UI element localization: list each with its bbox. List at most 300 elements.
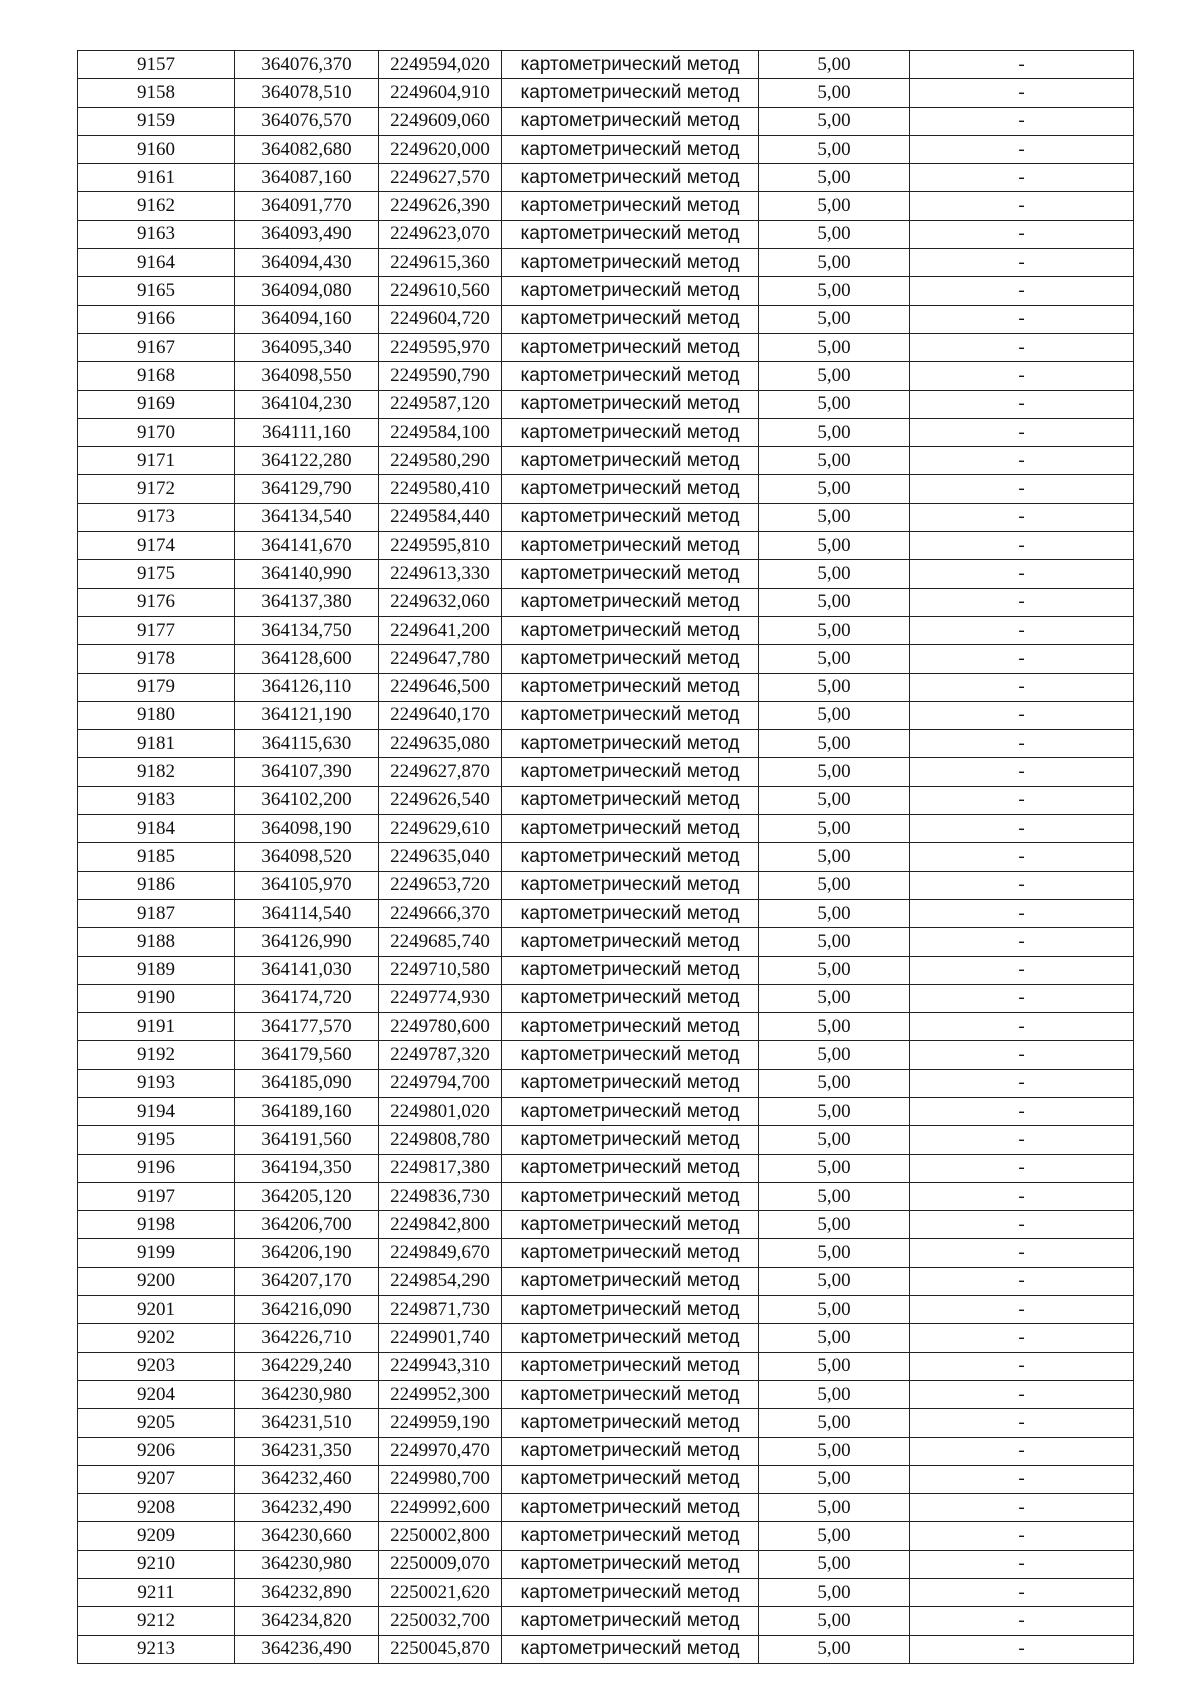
note-cell: - bbox=[910, 164, 1134, 192]
y-coordinate-cell: 2249646,500 bbox=[379, 673, 502, 701]
note-cell: - bbox=[910, 249, 1134, 277]
y-coordinate-cell: 2249627,870 bbox=[379, 758, 502, 786]
accuracy-cell: 5,00 bbox=[759, 1126, 910, 1154]
x-coordinate-cell: 364093,490 bbox=[235, 220, 379, 248]
accuracy-cell: 5,00 bbox=[759, 164, 910, 192]
accuracy-cell: 5,00 bbox=[759, 730, 910, 758]
accuracy-cell: 5,00 bbox=[759, 1154, 910, 1182]
point-number-cell: 9210 bbox=[78, 1550, 235, 1578]
note-cell: - bbox=[910, 277, 1134, 305]
accuracy-cell: 5,00 bbox=[759, 560, 910, 588]
note-cell: - bbox=[910, 1154, 1134, 1182]
point-number-cell: 9196 bbox=[78, 1154, 235, 1182]
x-coordinate-cell: 364191,560 bbox=[235, 1126, 379, 1154]
x-coordinate-cell: 364107,390 bbox=[235, 758, 379, 786]
accuracy-cell: 5,00 bbox=[759, 1550, 910, 1578]
point-number-cell: 9157 bbox=[78, 51, 235, 79]
method-cell: картометрический метод bbox=[502, 1239, 759, 1267]
method-cell: картометрический метод bbox=[502, 701, 759, 729]
accuracy-cell: 5,00 bbox=[759, 447, 910, 475]
x-coordinate-cell: 364194,350 bbox=[235, 1154, 379, 1182]
note-cell: - bbox=[910, 730, 1134, 758]
y-coordinate-cell: 2249632,060 bbox=[379, 588, 502, 616]
y-coordinate-cell: 2250002,800 bbox=[379, 1522, 502, 1550]
point-number-cell: 9204 bbox=[78, 1380, 235, 1408]
x-coordinate-cell: 364134,750 bbox=[235, 616, 379, 644]
x-coordinate-cell: 364230,980 bbox=[235, 1380, 379, 1408]
y-coordinate-cell: 2249970,470 bbox=[379, 1437, 502, 1465]
x-coordinate-cell: 364216,090 bbox=[235, 1296, 379, 1324]
y-coordinate-cell: 2249641,200 bbox=[379, 616, 502, 644]
accuracy-cell: 5,00 bbox=[759, 1296, 910, 1324]
point-number-cell: 9194 bbox=[78, 1097, 235, 1125]
point-number-cell: 9206 bbox=[78, 1437, 235, 1465]
x-coordinate-cell: 364232,890 bbox=[235, 1579, 379, 1607]
method-cell: картометрический метод bbox=[502, 305, 759, 333]
point-number-cell: 9181 bbox=[78, 730, 235, 758]
point-number-cell: 9179 bbox=[78, 673, 235, 701]
table-row bbox=[78, 984, 1134, 1012]
method-cell: картометрический метод bbox=[502, 1267, 759, 1295]
x-coordinate-cell: 364179,560 bbox=[235, 1041, 379, 1069]
note-cell: - bbox=[910, 1579, 1134, 1607]
accuracy-cell: 5,00 bbox=[759, 1069, 910, 1097]
y-coordinate-cell: 2249854,290 bbox=[379, 1267, 502, 1295]
coordinates-table-body bbox=[78, 51, 1134, 1664]
x-coordinate-cell: 364141,030 bbox=[235, 956, 379, 984]
table-row bbox=[78, 843, 1134, 871]
point-number-cell: 9187 bbox=[78, 899, 235, 927]
x-coordinate-cell: 364078,510 bbox=[235, 79, 379, 107]
y-coordinate-cell: 2249794,700 bbox=[379, 1069, 502, 1097]
accuracy-cell: 5,00 bbox=[759, 1579, 910, 1607]
y-coordinate-cell: 2249849,670 bbox=[379, 1239, 502, 1267]
accuracy-cell: 5,00 bbox=[759, 503, 910, 531]
x-coordinate-cell: 364114,540 bbox=[235, 899, 379, 927]
accuracy-cell: 5,00 bbox=[759, 1013, 910, 1041]
method-cell: картометрический метод bbox=[502, 758, 759, 786]
point-number-cell: 9182 bbox=[78, 758, 235, 786]
table-row bbox=[78, 192, 1134, 220]
point-number-cell: 9165 bbox=[78, 277, 235, 305]
method-cell: картометрический метод bbox=[502, 1494, 759, 1522]
x-coordinate-cell: 364098,520 bbox=[235, 843, 379, 871]
accuracy-cell: 5,00 bbox=[759, 1635, 910, 1663]
y-coordinate-cell: 2249584,440 bbox=[379, 503, 502, 531]
note-cell: - bbox=[910, 1352, 1134, 1380]
x-coordinate-cell: 364226,710 bbox=[235, 1324, 379, 1352]
table-row bbox=[78, 1324, 1134, 1352]
y-coordinate-cell: 2249595,970 bbox=[379, 333, 502, 361]
accuracy-cell: 5,00 bbox=[759, 1465, 910, 1493]
y-coordinate-cell: 2249629,610 bbox=[379, 815, 502, 843]
y-coordinate-cell: 2249626,390 bbox=[379, 192, 502, 220]
note-cell: - bbox=[910, 1041, 1134, 1069]
accuracy-cell: 5,00 bbox=[759, 956, 910, 984]
note-cell: - bbox=[910, 1437, 1134, 1465]
accuracy-cell: 5,00 bbox=[759, 871, 910, 899]
point-number-cell: 9189 bbox=[78, 956, 235, 984]
method-cell: картометрический метод bbox=[502, 730, 759, 758]
method-cell: картометрический метод bbox=[502, 1380, 759, 1408]
table-row bbox=[78, 1635, 1134, 1663]
x-coordinate-cell: 364115,630 bbox=[235, 730, 379, 758]
x-coordinate-cell: 364126,990 bbox=[235, 928, 379, 956]
note-cell: - bbox=[910, 871, 1134, 899]
y-coordinate-cell: 2249604,910 bbox=[379, 79, 502, 107]
point-number-cell: 9203 bbox=[78, 1352, 235, 1380]
accuracy-cell: 5,00 bbox=[759, 135, 910, 163]
note-cell: - bbox=[910, 1069, 1134, 1097]
y-coordinate-cell: 2249623,070 bbox=[379, 220, 502, 248]
accuracy-cell: 5,00 bbox=[759, 1239, 910, 1267]
table-row bbox=[78, 220, 1134, 248]
y-coordinate-cell: 2249959,190 bbox=[379, 1409, 502, 1437]
table-row bbox=[78, 1380, 1134, 1408]
x-coordinate-cell: 364174,720 bbox=[235, 984, 379, 1012]
method-cell: картометрический метод bbox=[502, 475, 759, 503]
y-coordinate-cell: 2249613,330 bbox=[379, 560, 502, 588]
note-cell: - bbox=[910, 560, 1134, 588]
y-coordinate-cell: 2249647,780 bbox=[379, 645, 502, 673]
table-row bbox=[78, 899, 1134, 927]
note-cell: - bbox=[910, 305, 1134, 333]
point-number-cell: 9177 bbox=[78, 616, 235, 644]
point-number-cell: 9191 bbox=[78, 1013, 235, 1041]
method-cell: картометрический метод bbox=[502, 277, 759, 305]
accuracy-cell: 5,00 bbox=[759, 1437, 910, 1465]
point-number-cell: 9212 bbox=[78, 1607, 235, 1635]
x-coordinate-cell: 364140,990 bbox=[235, 560, 379, 588]
method-cell: картометрический метод bbox=[502, 1041, 759, 1069]
note-cell: - bbox=[910, 1409, 1134, 1437]
accuracy-cell: 5,00 bbox=[759, 843, 910, 871]
note-cell: - bbox=[910, 1607, 1134, 1635]
method-cell: картометрический метод bbox=[502, 220, 759, 248]
note-cell: - bbox=[910, 1324, 1134, 1352]
x-coordinate-cell: 364076,370 bbox=[235, 51, 379, 79]
point-number-cell: 9163 bbox=[78, 220, 235, 248]
table-row bbox=[78, 164, 1134, 192]
method-cell: картометрический метод bbox=[502, 786, 759, 814]
point-number-cell: 9192 bbox=[78, 1041, 235, 1069]
method-cell: картометрический метод bbox=[502, 815, 759, 843]
y-coordinate-cell: 2249685,740 bbox=[379, 928, 502, 956]
point-number-cell: 9197 bbox=[78, 1182, 235, 1210]
x-coordinate-cell: 364205,120 bbox=[235, 1182, 379, 1210]
method-cell: картометрический метод bbox=[502, 588, 759, 616]
method-cell: картометрический метод bbox=[502, 673, 759, 701]
table-row bbox=[78, 503, 1134, 531]
y-coordinate-cell: 2249787,320 bbox=[379, 1041, 502, 1069]
note-cell: - bbox=[910, 1013, 1134, 1041]
method-cell: картометрический метод bbox=[502, 362, 759, 390]
x-coordinate-cell: 364141,670 bbox=[235, 532, 379, 560]
table-row bbox=[78, 1522, 1134, 1550]
x-coordinate-cell: 364231,510 bbox=[235, 1409, 379, 1437]
x-coordinate-cell: 364129,790 bbox=[235, 475, 379, 503]
method-cell: картометрический метод bbox=[502, 1154, 759, 1182]
method-cell: картометрический метод bbox=[502, 1013, 759, 1041]
table-row bbox=[78, 1494, 1134, 1522]
note-cell: - bbox=[910, 928, 1134, 956]
point-number-cell: 9205 bbox=[78, 1409, 235, 1437]
table-row bbox=[78, 532, 1134, 560]
point-number-cell: 9184 bbox=[78, 815, 235, 843]
point-number-cell: 9164 bbox=[78, 249, 235, 277]
x-coordinate-cell: 364206,190 bbox=[235, 1239, 379, 1267]
point-number-cell: 9175 bbox=[78, 560, 235, 588]
accuracy-cell: 5,00 bbox=[759, 701, 910, 729]
point-number-cell: 9171 bbox=[78, 447, 235, 475]
y-coordinate-cell: 2249808,780 bbox=[379, 1126, 502, 1154]
table-row bbox=[78, 616, 1134, 644]
accuracy-cell: 5,00 bbox=[759, 588, 910, 616]
y-coordinate-cell: 2249640,170 bbox=[379, 701, 502, 729]
note-cell: - bbox=[910, 1239, 1134, 1267]
table-row bbox=[78, 815, 1134, 843]
point-number-cell: 9170 bbox=[78, 418, 235, 446]
x-coordinate-cell: 364105,970 bbox=[235, 871, 379, 899]
accuracy-cell: 5,00 bbox=[759, 305, 910, 333]
point-number-cell: 9202 bbox=[78, 1324, 235, 1352]
method-cell: картометрический метод bbox=[502, 1352, 759, 1380]
method-cell: картометрический метод bbox=[502, 956, 759, 984]
y-coordinate-cell: 2249992,600 bbox=[379, 1494, 502, 1522]
accuracy-cell: 5,00 bbox=[759, 192, 910, 220]
x-coordinate-cell: 364095,340 bbox=[235, 333, 379, 361]
x-coordinate-cell: 364094,430 bbox=[235, 249, 379, 277]
note-cell: - bbox=[910, 1296, 1134, 1324]
method-cell: картометрический метод bbox=[502, 984, 759, 1012]
note-cell: - bbox=[910, 1211, 1134, 1239]
accuracy-cell: 5,00 bbox=[759, 645, 910, 673]
note-cell: - bbox=[910, 758, 1134, 786]
method-cell: картометрический метод bbox=[502, 503, 759, 531]
accuracy-cell: 5,00 bbox=[759, 475, 910, 503]
accuracy-cell: 5,00 bbox=[759, 786, 910, 814]
note-cell: - bbox=[910, 333, 1134, 361]
accuracy-cell: 5,00 bbox=[759, 390, 910, 418]
x-coordinate-cell: 364206,700 bbox=[235, 1211, 379, 1239]
x-coordinate-cell: 364207,170 bbox=[235, 1267, 379, 1295]
y-coordinate-cell: 2249595,810 bbox=[379, 532, 502, 560]
y-coordinate-cell: 2249604,720 bbox=[379, 305, 502, 333]
accuracy-cell: 5,00 bbox=[759, 1182, 910, 1210]
x-coordinate-cell: 364102,200 bbox=[235, 786, 379, 814]
note-cell: - bbox=[910, 786, 1134, 814]
note-cell: - bbox=[910, 532, 1134, 560]
x-coordinate-cell: 364185,090 bbox=[235, 1069, 379, 1097]
point-number-cell: 9162 bbox=[78, 192, 235, 220]
point-number-cell: 9208 bbox=[78, 1494, 235, 1522]
method-cell: картометрический метод bbox=[502, 1635, 759, 1663]
table-row bbox=[78, 447, 1134, 475]
y-coordinate-cell: 2249626,540 bbox=[379, 786, 502, 814]
method-cell: картометрический метод bbox=[502, 1296, 759, 1324]
point-number-cell: 9176 bbox=[78, 588, 235, 616]
x-coordinate-cell: 364230,660 bbox=[235, 1522, 379, 1550]
accuracy-cell: 5,00 bbox=[759, 220, 910, 248]
table-row bbox=[78, 79, 1134, 107]
method-cell: картометрический метод bbox=[502, 1182, 759, 1210]
x-coordinate-cell: 364091,770 bbox=[235, 192, 379, 220]
table-row bbox=[78, 758, 1134, 786]
method-cell: картометрический метод bbox=[502, 1437, 759, 1465]
table-row bbox=[78, 1097, 1134, 1125]
note-cell: - bbox=[910, 1380, 1134, 1408]
accuracy-cell: 5,00 bbox=[759, 899, 910, 927]
y-coordinate-cell: 2249620,000 bbox=[379, 135, 502, 163]
table-row bbox=[78, 362, 1134, 390]
table-row bbox=[78, 51, 1134, 79]
point-number-cell: 9168 bbox=[78, 362, 235, 390]
note-cell: - bbox=[910, 503, 1134, 531]
x-coordinate-cell: 364082,680 bbox=[235, 135, 379, 163]
method-cell: картометрический метод bbox=[502, 1324, 759, 1352]
table-row bbox=[78, 1013, 1134, 1041]
point-number-cell: 9211 bbox=[78, 1579, 235, 1607]
method-cell: картометрический метод bbox=[502, 164, 759, 192]
note-cell: - bbox=[910, 192, 1134, 220]
table-row bbox=[78, 1437, 1134, 1465]
point-number-cell: 9174 bbox=[78, 532, 235, 560]
y-coordinate-cell: 2249817,380 bbox=[379, 1154, 502, 1182]
note-cell: - bbox=[910, 1635, 1134, 1663]
note-cell: - bbox=[910, 956, 1134, 984]
note-cell: - bbox=[910, 79, 1134, 107]
method-cell: картометрический метод bbox=[502, 135, 759, 163]
method-cell: картометрический метод bbox=[502, 447, 759, 475]
y-coordinate-cell: 2250032,700 bbox=[379, 1607, 502, 1635]
point-number-cell: 9185 bbox=[78, 843, 235, 871]
table-row bbox=[78, 730, 1134, 758]
point-number-cell: 9159 bbox=[78, 107, 235, 135]
table-row bbox=[78, 107, 1134, 135]
point-number-cell: 9199 bbox=[78, 1239, 235, 1267]
table-row bbox=[78, 333, 1134, 361]
method-cell: картометрический метод bbox=[502, 560, 759, 588]
note-cell: - bbox=[910, 390, 1134, 418]
x-coordinate-cell: 364098,190 bbox=[235, 815, 379, 843]
method-cell: картометрический метод bbox=[502, 107, 759, 135]
y-coordinate-cell: 2249836,730 bbox=[379, 1182, 502, 1210]
point-number-cell: 9178 bbox=[78, 645, 235, 673]
y-coordinate-cell: 2249635,080 bbox=[379, 730, 502, 758]
y-coordinate-cell: 2249901,740 bbox=[379, 1324, 502, 1352]
y-coordinate-cell: 2249627,570 bbox=[379, 164, 502, 192]
method-cell: картометрический метод bbox=[502, 871, 759, 899]
point-number-cell: 9195 bbox=[78, 1126, 235, 1154]
point-number-cell: 9173 bbox=[78, 503, 235, 531]
table-row bbox=[78, 560, 1134, 588]
method-cell: картометрический метод bbox=[502, 1069, 759, 1097]
note-cell: - bbox=[910, 1097, 1134, 1125]
note-cell: - bbox=[910, 899, 1134, 927]
accuracy-cell: 5,00 bbox=[759, 1522, 910, 1550]
method-cell: картометрический метод bbox=[502, 532, 759, 560]
point-number-cell: 9167 bbox=[78, 333, 235, 361]
note-cell: - bbox=[910, 1267, 1134, 1295]
accuracy-cell: 5,00 bbox=[759, 1041, 910, 1069]
x-coordinate-cell: 364098,550 bbox=[235, 362, 379, 390]
table-row bbox=[78, 305, 1134, 333]
point-number-cell: 9183 bbox=[78, 786, 235, 814]
x-coordinate-cell: 364177,570 bbox=[235, 1013, 379, 1041]
y-coordinate-cell: 2249842,800 bbox=[379, 1211, 502, 1239]
table-row bbox=[78, 1550, 1134, 1578]
accuracy-cell: 5,00 bbox=[759, 616, 910, 644]
table-row bbox=[78, 1182, 1134, 1210]
note-cell: - bbox=[910, 107, 1134, 135]
point-number-cell: 9166 bbox=[78, 305, 235, 333]
point-number-cell: 9161 bbox=[78, 164, 235, 192]
accuracy-cell: 5,00 bbox=[759, 51, 910, 79]
table-row bbox=[78, 786, 1134, 814]
point-number-cell: 9213 bbox=[78, 1635, 235, 1663]
y-coordinate-cell: 2249610,560 bbox=[379, 277, 502, 305]
y-coordinate-cell: 2249980,700 bbox=[379, 1465, 502, 1493]
table-row bbox=[78, 956, 1134, 984]
method-cell: картометрический метод bbox=[502, 616, 759, 644]
x-coordinate-cell: 364126,110 bbox=[235, 673, 379, 701]
x-coordinate-cell: 364121,190 bbox=[235, 701, 379, 729]
method-cell: картометрический метод bbox=[502, 1607, 759, 1635]
table-row bbox=[78, 1296, 1134, 1324]
accuracy-cell: 5,00 bbox=[759, 532, 910, 560]
table-row bbox=[78, 135, 1134, 163]
table-row bbox=[78, 1607, 1134, 1635]
y-coordinate-cell: 2249653,720 bbox=[379, 871, 502, 899]
y-coordinate-cell: 2249580,290 bbox=[379, 447, 502, 475]
coordinates-table bbox=[77, 50, 1134, 1664]
point-number-cell: 9207 bbox=[78, 1465, 235, 1493]
x-coordinate-cell: 364122,280 bbox=[235, 447, 379, 475]
table-row bbox=[78, 928, 1134, 956]
table-row bbox=[78, 871, 1134, 899]
y-coordinate-cell: 2250021,620 bbox=[379, 1579, 502, 1607]
note-cell: - bbox=[910, 701, 1134, 729]
table-row bbox=[78, 1069, 1134, 1097]
point-number-cell: 9169 bbox=[78, 390, 235, 418]
table-row bbox=[78, 673, 1134, 701]
accuracy-cell: 5,00 bbox=[759, 984, 910, 1012]
accuracy-cell: 5,00 bbox=[759, 79, 910, 107]
note-cell: - bbox=[910, 135, 1134, 163]
table-row bbox=[78, 1579, 1134, 1607]
accuracy-cell: 5,00 bbox=[759, 928, 910, 956]
y-coordinate-cell: 2249710,580 bbox=[379, 956, 502, 984]
method-cell: картометрический метод bbox=[502, 899, 759, 927]
y-coordinate-cell: 2249590,790 bbox=[379, 362, 502, 390]
note-cell: - bbox=[910, 815, 1134, 843]
accuracy-cell: 5,00 bbox=[759, 1607, 910, 1635]
x-coordinate-cell: 364128,600 bbox=[235, 645, 379, 673]
note-cell: - bbox=[910, 645, 1134, 673]
point-number-cell: 9172 bbox=[78, 475, 235, 503]
note-cell: - bbox=[910, 1182, 1134, 1210]
table-row bbox=[78, 475, 1134, 503]
method-cell: картометрический метод bbox=[502, 249, 759, 277]
point-number-cell: 9201 bbox=[78, 1296, 235, 1324]
y-coordinate-cell: 2249666,370 bbox=[379, 899, 502, 927]
note-cell: - bbox=[910, 1465, 1134, 1493]
y-coordinate-cell: 2249780,600 bbox=[379, 1013, 502, 1041]
note-cell: - bbox=[910, 673, 1134, 701]
table-row bbox=[78, 1352, 1134, 1380]
method-cell: картометрический метод bbox=[502, 843, 759, 871]
y-coordinate-cell: 2249615,360 bbox=[379, 249, 502, 277]
